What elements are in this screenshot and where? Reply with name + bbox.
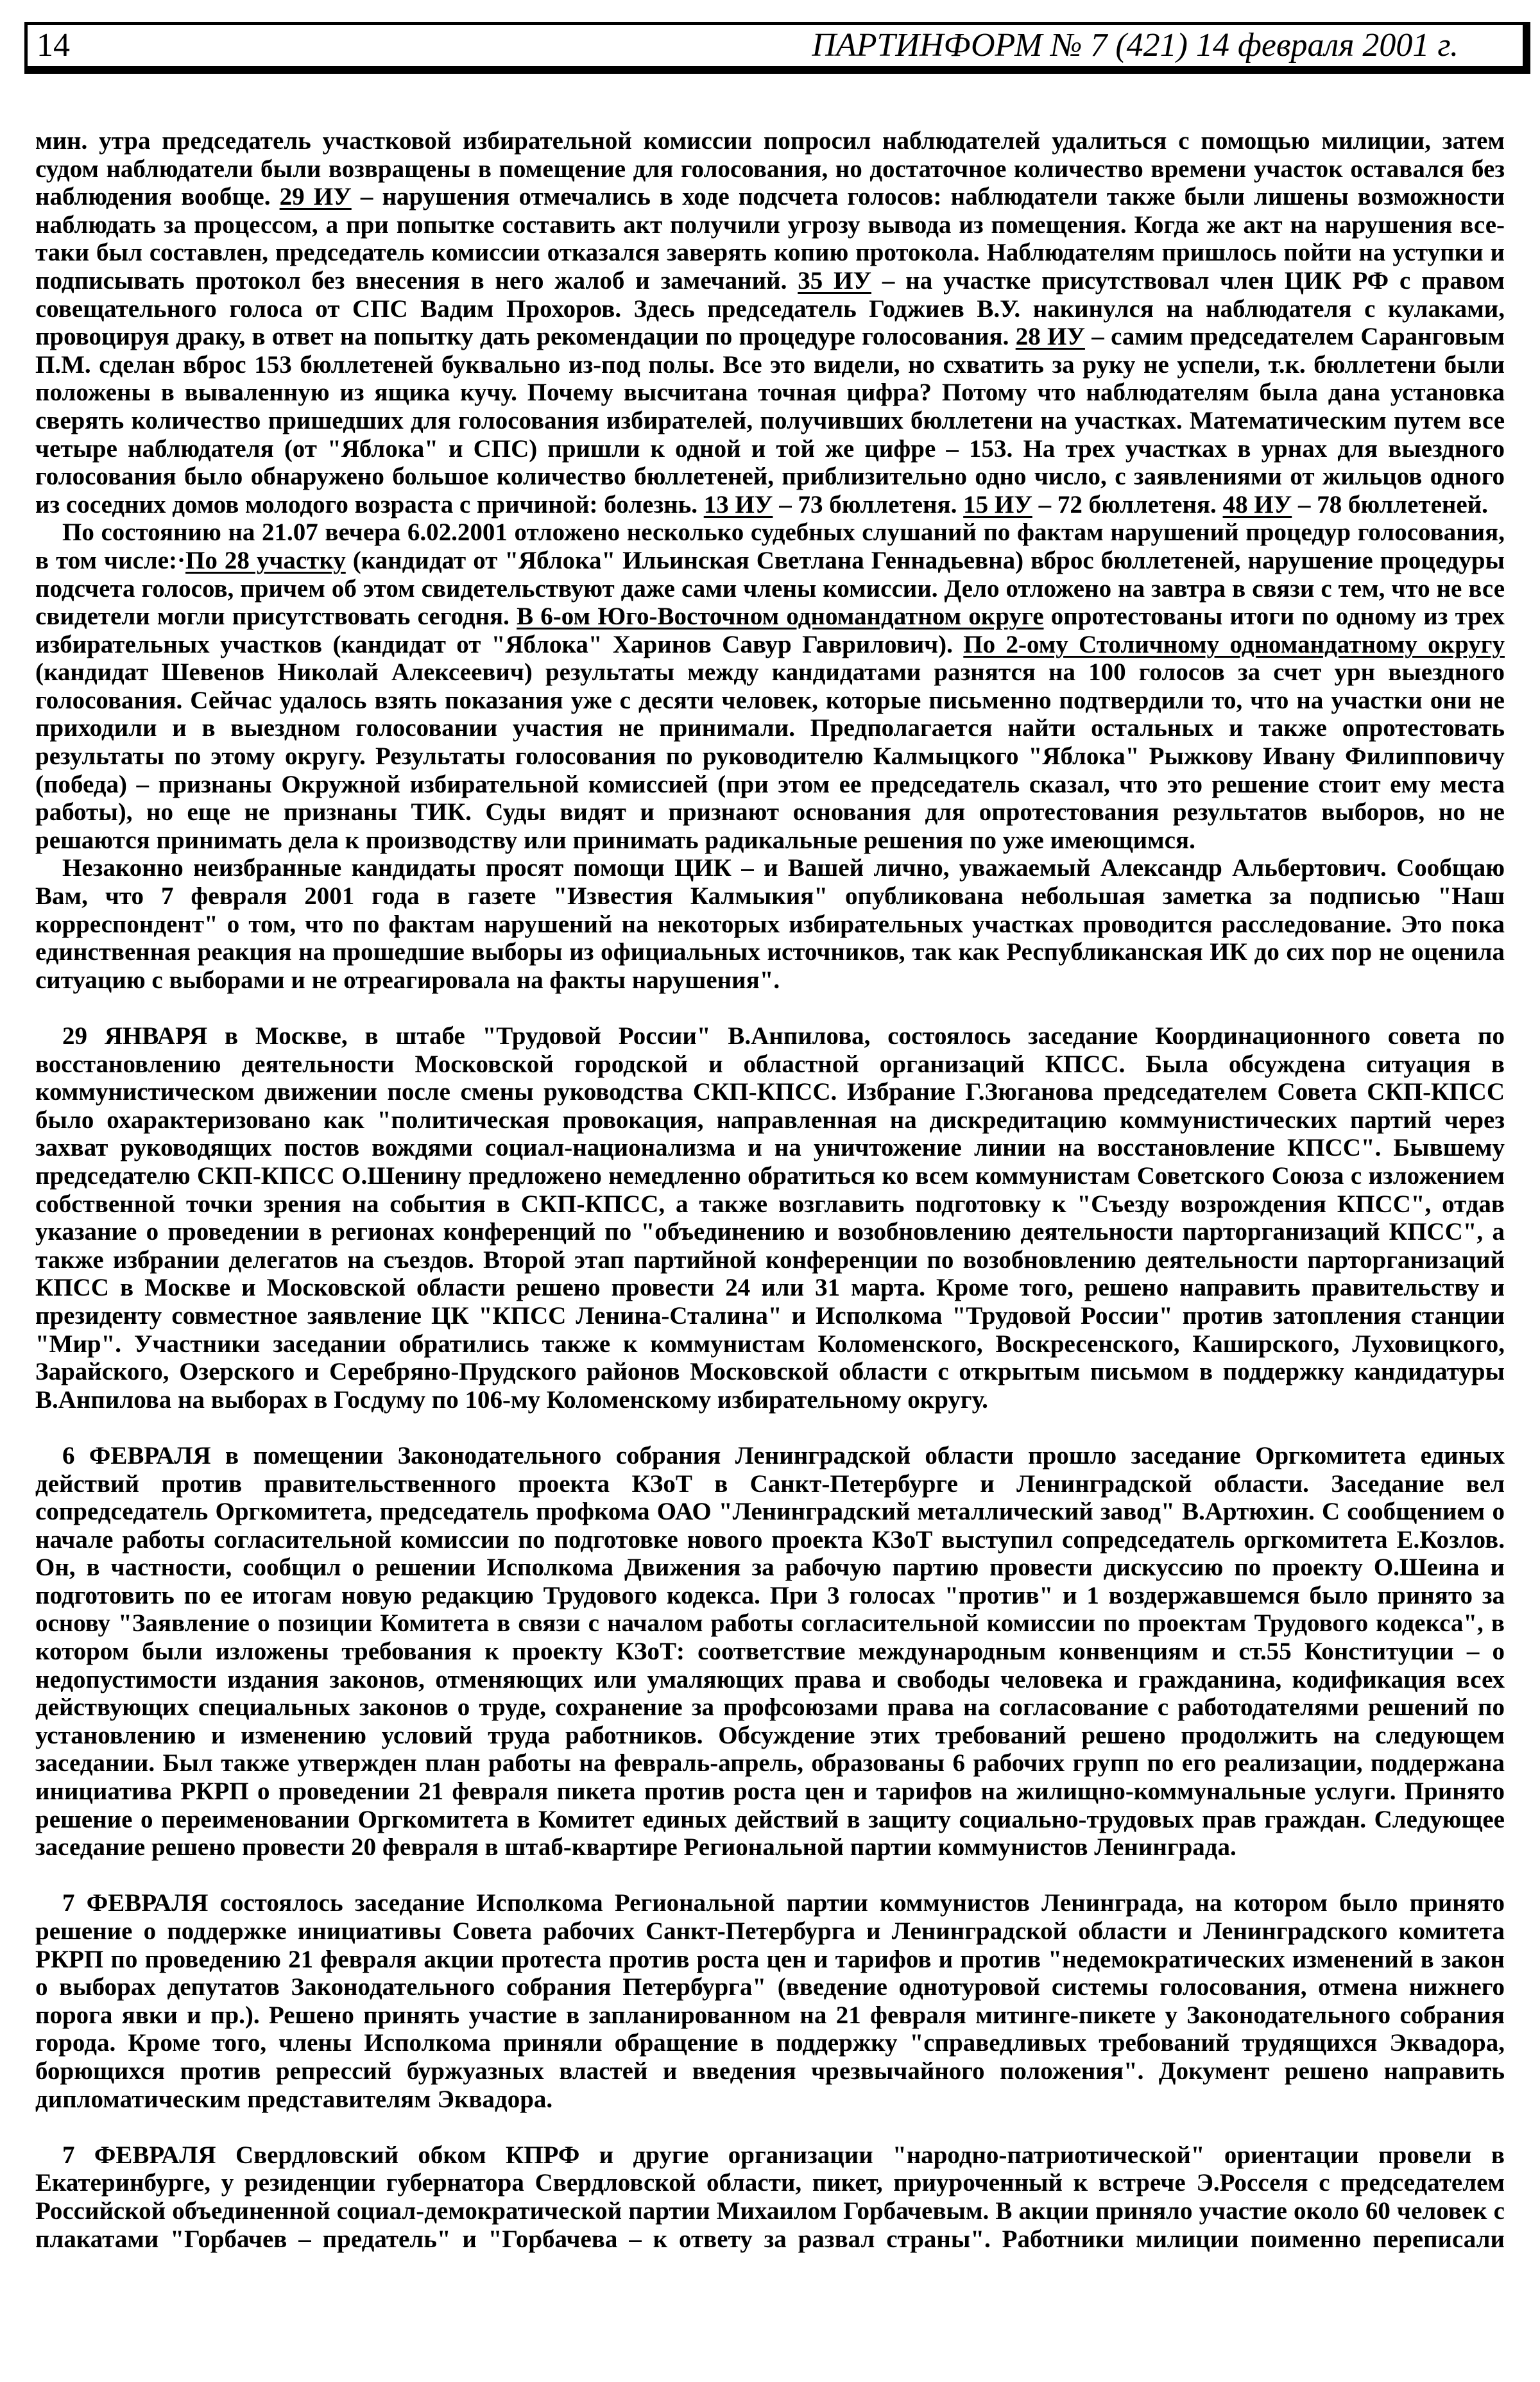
page-header bbox=[24, 22, 1530, 74]
district-ref: В 6-ом Юго-Восточном одномандатном округе bbox=[517, 603, 1044, 631]
news-item-feb-6: 6 ФЕВРАЛЯ в помещении Законодательного собрания Ленинградской области прошло заседание Оргкомитета единых действий против правительственного проекта КЗоТ в Санкт-Петербурге и Ленинградской области. Заседание вел сопредседатель Оргкомитета, председатель профкома ОАО "Ленинградский металлический завод" В.Артюхин. С сообщением о начале работы согласительной комиссии по подготовке нового проекта КЗоТ выступил сопредседатель оргкомитета Е.Козлов. Он, в частности, сообщил о решении Исполкома Движения за рабочую партию провести дискуссию по проекту О.Шеина и подготовить по ее итогам новую редакцию Трудового кодекса. При 3 голосах "против" и 1 воздержавшемся было принято за основу "Заявление о позиции Комитета в связи с началом работы согласительной комиссии по проектам Трудового кодекса", в котором были изложены требования к проекту КЗоТ: соответствие международным конвенциям и ст.55 Конституции – о недопустимости издания законов, отменяющих или умаляющих права и свободы человека и гражданина, кодификация всех действующих специальных законов о труде, сохранение за профсоюзами права на согласование с работодателями решений по установлению и изменению условий труда работников. Обсуждение этих требований решено продолжить на следующем заседании. Был также утвержден план работы на февраль-апрель, образованы 6 рабочих групп по его реализации, поддержана инициатива РКРП о проведении 21 февраля пикета против роста цен и тарифов на жилищно-коммунальные услуги. Принято решение о переименовании Оргкомитета в Комитет единых действий в защиту социально-трудовых прав граждан. Следующее заседание решено провести 20 февраля в штаб-квартире Региональной партии коммунистов Ленинграда. bbox=[35, 1441, 1505, 1862]
article-body bbox=[35, 127, 1505, 2253]
paragraph bbox=[35, 518, 1505, 854]
text: – нарушения отмечались в ходе подсчета голосов: наблюдатели также были лишены возможности наблюдать за процессом, а при попытке составить акт получили угрозу вывода из помещения. Когда же акт на нарушения все-таки был составлен, председатель комиссии отказался заверять копию протокола. Наблюдателям пришлось пойти на уступки и подписывать протокол без внесения в него жалоб и замечаний. bbox=[35, 183, 1505, 295]
text: – 72 бюллетеня. bbox=[1032, 490, 1223, 518]
paragraph bbox=[35, 127, 1505, 518]
precinct-ref: 29 ИУ bbox=[279, 183, 352, 211]
paragraph: Незаконно неизбранные кандидаты просят помощи ЦИК – и Вашей лично, уважаемый Александр Альбертович. Сообщаю Вам, что 7 февраля 2001 года в газете "Известия Калмыкия" опубликована небольшая заметка за подписью "Наш корреспондент" о том, что по фактам нарушений на некоторых избирательных участках проводится расследование. Это пока единственная реакция на прошедшие выборы из официальных источников, так как Республиканская ИК до сих пор не оценила ситуацию с выборами и не отреагировала на факты нарушения". bbox=[35, 854, 1505, 994]
text: – 73 бюллетеня. bbox=[773, 490, 964, 518]
precinct-ref: 13 ИУ bbox=[703, 490, 773, 518]
precinct-ref: 35 ИУ bbox=[798, 266, 872, 295]
text: опротестованы итоги по одному из трех избирательных участков (кандидат от "Яблока" Харинов Савур Гаврилович). bbox=[35, 603, 1505, 658]
district-ref: По 2-ому Столичному одномандатному округу bbox=[963, 630, 1505, 658]
precinct-ref: 48 ИУ bbox=[1222, 490, 1292, 518]
text: (кандидат Шевенов Николай Алексеевич) результаты между кандидатами разнятся на 100 голосов за счет урн выездного голосования. Сейчас удалось взять показания уже с десяти человек, которые письменно подтвердили то, что на участки они не приходили и в выездном голосовании участия не принимали. Предполагается найти остальных и также опротестовать результаты по этому округу. Результаты голосования по руководителю Калмыцкого "Яблока" Рыжкову Ивану Филипповичу (победа) – признаны Окружной избирательной комиссией (при этом ее председатель сказал, что это решение стоит ему места работы), но еще не признаны ТИК. Суды видят и признают основания для опротестования результатов выборов, но не решаются принимать дела к производству или принимать радикальные решения по уже имеющимся. bbox=[35, 658, 1505, 854]
text: – самим председателем Саранговым П.М. сделан вброс 153 бюллетеней буквально из-под полы. Все это видели, но схватить за руку не успели, т.к. бюллетени были положены в вываленную из ящика кучу. Почему высчитана точная цифра? Потому что наблюдателям была дана установка сверять количество пришедших для голосования избирателей, получивших бюллетени на участках. Математическим путем все четыре наблюдателя (от "Яблока" и СПС) пришли к одной и той же цифре – 153. На трех участках в урнах для выездного голосования было обнаружено большое количество бюллетеней, приблизительно одно число, с заявлениями от жильцов одного из соседних домов молодого возраста с причиной: болезнь. bbox=[35, 323, 1505, 518]
page-number: 14 bbox=[37, 27, 70, 64]
news-item-jan-29: 29 ЯНВАРЯ в Москве, в штабе "Трудовой России" В.Анпилова, состоялось заседание Координационного совета по восстановлению деятельности Московской городской и областной организаций КПСС. Была обсуждена ситуация в коммунистическом движении после смены руководства СКП-КПСС. Избрание Г.Зюганова председателем Совета СКП-КПСС было охарактеризовано как "политическая провокация, направленная на дискредитацию коммунистических партий через захват руководящих постов вождями социал-национализма и на уничтожение линии на восстановление КПСС". Бывшему председателю СКП-КПСС О.Шенину предложено немедленно обратиться ко всем коммунистам Советского Союза с изложением собственной точки зрения на события в СКП-КПСС, а также возглавить подготовку к "Съезду возрождения КПСС", отдав указание о проведении в регионах конференций по "объединению и возобновлению деятельности парторганизаций КПСС", а также избрании делегатов на съездов. Второй этап партийной конференции по возобновлению деятельности парторганизаций КПСС в Москве и Московской области решено провести 24 или 31 марта. Кроме того, решено направить правительству и президенту совместное заявление ЦК "КПСС Ленина-Сталина" и Исполкома "Трудовой России" против затопления станции "Мир". Участники заседании обратились также к коммунистам Коломенского, Воскресенского, Каширского, Луховицкого, Зарайского, Озерского и Серебряно-Прудского районов Московской области с открытым письмом в поддержку кандидатуры В.Анпилова на выборах в Госдуму по 106-му Коломенскому избирательному округу. bbox=[35, 1022, 1505, 1414]
news-item-feb-7-leningrad: 7 ФЕВРАЛЯ состоялось заседание Исполкома Региональной партии коммунистов Ленинграда, на котором было принято решение о поддержке инициативы Совета рабочих Санкт-Петербурга и Ленинградской области и Ленинградского комитета РКРП по проведению 21 февраля акции протеста против роста цен и тарифов и против "недемократических изменений в закон о выборах депутатов Законодательного собрания Петербурга" (введение однотуровой системы голосования, отмена нижнего порога явки и пр.). Решено принять участие в запланированном на 21 февраля митинге-пикете у Законодательного собрания города. Кроме того, члены Исполкома приняли обращение в поддержку "справедливых требований трудящихся Эквадора, борющихся против репрессий буржуазных властей и введения чрезвычайного положения". Документ решено направить дипломатическим представителям Эквадора. bbox=[35, 1889, 1505, 2113]
text: (кандидат от "Яблока" Ильинская Светлана Геннадьевна) вброс бюллетеней, нарушение процедуры подсчета голосов, причем об этом свидетельствуют даже сами члены комиссии. Дело отложено на завтра в связи с тем, что не все свидетели могли присутствовать сегодня. bbox=[35, 546, 1505, 631]
district-ref: По 28 участку bbox=[185, 546, 346, 574]
publication-title: ПАРТИНФОРМ № 7 (421) 14 февраля 2001 г. bbox=[812, 27, 1459, 64]
text: мин. утра председатель участковой избирательной комиссии попросил наблюдателей удалиться с помощью милиции, затем судом наблюдатели были возвращены в помещение для голосования, но достаточное количество времени участок оставался без наблюдения вообще. bbox=[35, 127, 1505, 211]
text: – 78 бюллетеней. bbox=[1292, 490, 1488, 518]
precinct-ref: 28 ИУ bbox=[1015, 323, 1085, 351]
text: По состоянию на 21.07 вечера 6.02.2001 отложено несколько судебных слушаний по фактам нарушений процедур голосования, в том числе:· bbox=[35, 518, 1505, 574]
news-item-feb-7-sverdlovsk: 7 ФЕВРАЛЯ Свердловский обком КПРФ и другие организации "народно-патриотической" ориентации провели в Екатеринбурге, у резиденции губернатора Свердловской области, пикет, приуроченный к встрече Э.Росселя с председателем Российской объединенной социал-демократической партии Михаилом Горбачевым. В акции приняло участие около 60 человек с плакатами "Горбачев – предатель" и "Горбачева – к ответу за развал страны". Работники милиции поименно переписали bbox=[35, 2141, 1505, 2253]
precinct-ref: 15 ИУ bbox=[963, 490, 1032, 518]
text: – на участке присутствовал член ЦИК РФ с правом совещательного голоса от СПС Вадим Прохоров. Здесь председатель Годжиев В.У. накинулся на наблюдателя с кулаками, провоцируя драку, в ответ на попытку дать рекомендации по процедуре голосования. bbox=[35, 266, 1505, 351]
